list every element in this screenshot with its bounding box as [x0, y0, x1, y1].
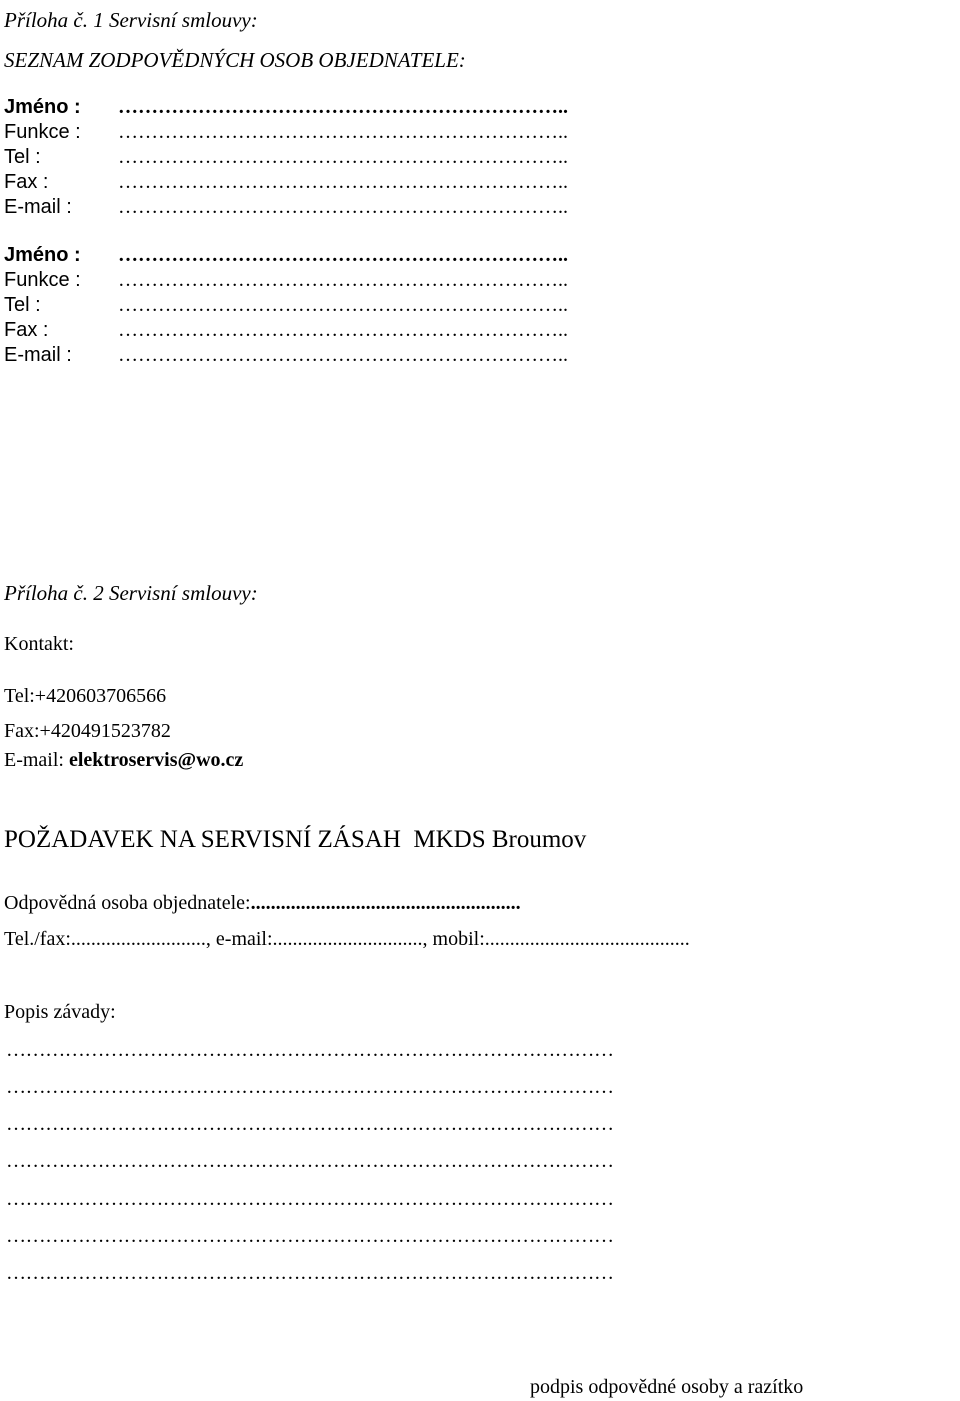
annex1-heading: SEZNAM ZODPOVĚDNÝCH OSOB OBJEDNATELE:: [4, 48, 466, 72]
person2-name-label: Jméno :: [4, 244, 81, 266]
responsible-person-field[interactable]: ......................................................: [250, 892, 521, 914]
fault-line[interactable]: …………………………………………………………………………………: [6, 1076, 614, 1098]
contact-email: [4, 749, 243, 772]
person2-role-field[interactable]: …………………………………………………………..: [118, 269, 568, 291]
annex2-title: Příloha č. 2 Servisní smlouvy:: [4, 581, 258, 605]
person2-fax-field[interactable]: …………………………………………………………..: [118, 319, 568, 341]
responsible-person-line: [4, 892, 521, 915]
contact-tel: Tel:+420603706566: [4, 685, 167, 707]
person2-tel-field[interactable]: …………………………………………………………..: [118, 294, 568, 316]
signature-caption: podpis odpovědné osoby a razítko: [530, 1376, 804, 1398]
annex1-title: Příloha č. 1 Servisní smlouvy:: [4, 8, 258, 32]
person1-email-label: E-mail :: [4, 196, 72, 218]
person2-name-field[interactable]: …………………………………………………………..: [118, 244, 568, 266]
contact-email-link[interactable]: elektroservis@wo.cz: [68, 749, 244, 771]
contact-label: Kontakt:: [4, 633, 74, 655]
fault-line[interactable]: …………………………………………………………………………………: [6, 1039, 614, 1061]
person2-role-label: Funkce :: [4, 269, 81, 291]
person1-tel-field[interactable]: …………………………………………………………..: [118, 146, 568, 168]
contact-email-label: E-mail:: [4, 749, 69, 771]
fault-line[interactable]: …………………………………………………………………………………: [6, 1113, 614, 1135]
person1-role-label: Funkce :: [4, 121, 81, 143]
contact-fields-line[interactable]: Tel./fax:..........................., e-mail:.............................., mobil:.........................................: [4, 928, 690, 950]
person1-name-field[interactable]: …………………………………………………………..: [118, 96, 568, 118]
fault-line[interactable]: …………………………………………………………………………………: [6, 1150, 614, 1172]
fault-line[interactable]: …………………………………………………………………………………: [6, 1188, 614, 1210]
fault-line[interactable]: …………………………………………………………………………………: [6, 1225, 614, 1247]
person1-email-field[interactable]: …………………………………………………………..: [118, 196, 568, 218]
person2-email-field[interactable]: …………………………………………………………..: [118, 344, 568, 366]
fault-line[interactable]: …………………………………………………………………………………: [6, 1262, 614, 1284]
person1-role-field[interactable]: …………………………………………………………..: [118, 121, 568, 143]
person2-email-label: E-mail :: [4, 344, 72, 366]
responsible-person-label: Odpovědná osoba objednatele:: [4, 892, 251, 914]
request-heading: POŽADAVEK NA SERVISNÍ ZÁSAH MKDS Broumov: [4, 826, 587, 853]
contact-fax: Fax:+420491523782: [4, 720, 171, 742]
person2-tel-label: Tel :: [4, 294, 41, 316]
fault-description-label: Popis závady:: [4, 1001, 116, 1023]
person1-fax-field[interactable]: …………………………………………………………..: [118, 171, 568, 193]
person1-tel-label: Tel :: [4, 146, 41, 168]
person2-fax-label: Fax :: [4, 319, 49, 341]
person1-name-label: Jméno :: [4, 96, 81, 118]
person1-fax-label: Fax :: [4, 171, 49, 193]
